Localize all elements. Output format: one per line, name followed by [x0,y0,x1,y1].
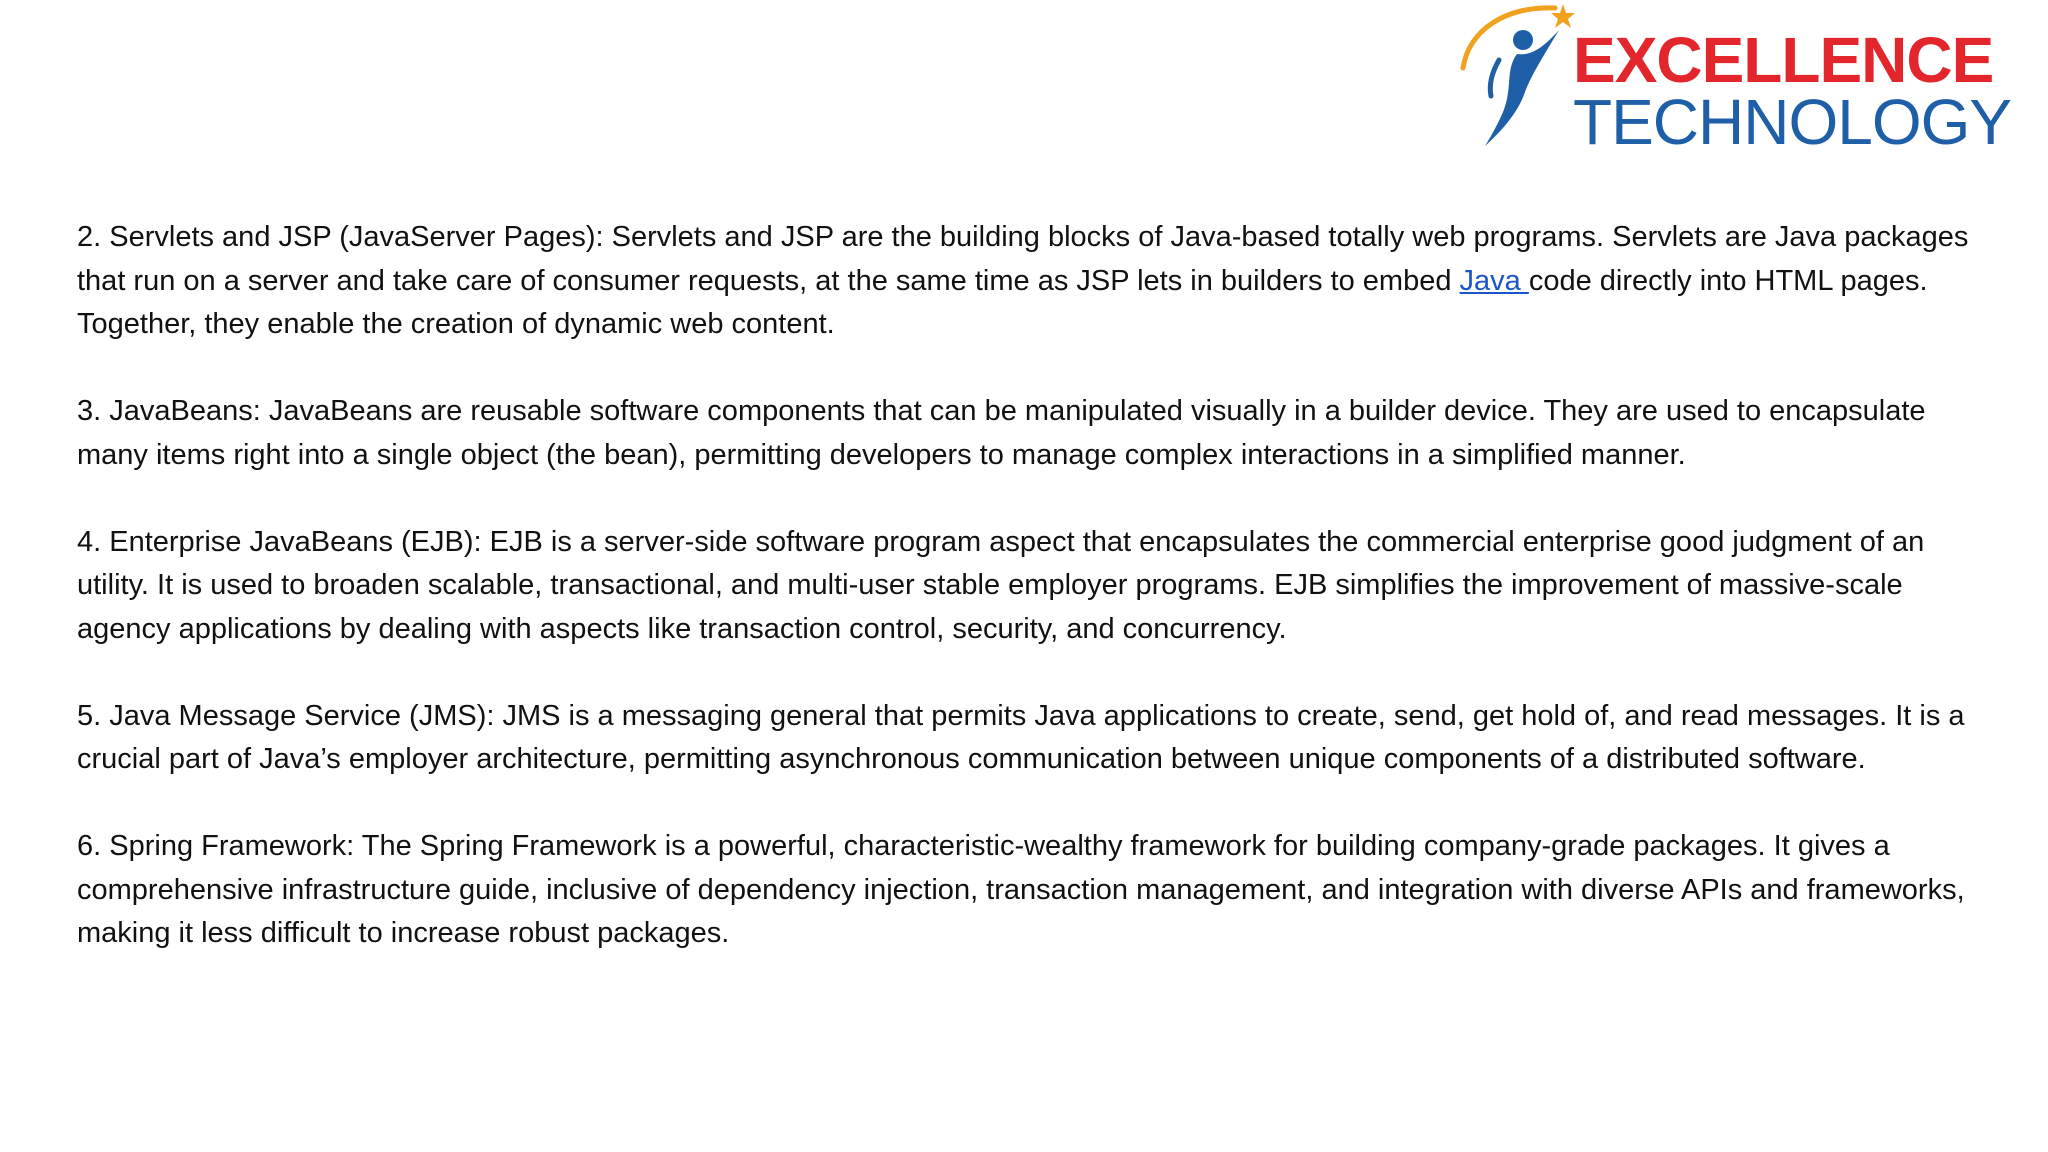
paragraph-text: 2. Servlets and JSP (JavaServer Pages): Servlets and JSP are the building blocks of Java-based totally web programs. Servlets are Java packages that run on a server and take care of consumer requests, at the same time as JSP lets in builders to embed [77,221,1969,297]
logo-figure-icon [1455,0,1575,150]
paragraph-servlets-jsp [77,216,1977,347]
company-logo [1455,0,2015,158]
document-body [77,216,1977,999]
logo-line-excellence: EXCELLENCE [1573,24,1994,96]
paragraph-spring: 6. Spring Framework: The Spring Framework is a powerful, characteristic-wealthy framework for building company-grade packages. It gives a comprehensive infrastructure guide, inclusive of dependency injection, transaction management, and integration with diverse APIs and frameworks, making it less difficult to increase robust packages. [77,830,1965,949]
logo-line-technology: TECHNOLOGY [1573,86,2012,158]
logo-wordmark [1573,24,2012,158]
paragraph-text: code directly into HTML pages. Together, they enable the creation of dynamic web content. [77,264,1928,340]
java-link[interactable]: Java [1459,264,1529,297]
paragraph-javabeans: 3. JavaBeans: JavaBeans are reusable software components that can be manipulated visually in a builder device. They are used to encapsulate many items right into a single object (the bean), permitting developers to manage complex interactions in a simplified manner. [77,395,1926,471]
paragraph-ejb: 4. Enterprise JavaBeans (EJB): EJB is a server-side software program aspect that encapsulates the commercial enterprise good judgment of an utility. It is used to broaden scalable, transactional, and multi-user stable employer programs. EJB simplifies the improvement of massive-scale agency applications by dealing with aspects like transaction control, security, and concurrency. [77,525,1925,645]
paragraph-jms: 5. Java Message Service (JMS): JMS is a messaging general that permits Java applications to create, send, get hold of, and read messages. It is a crucial part of Java’s employer architecture, permitting asynchronous communication between unique components of a distributed software. [77,699,1965,775]
